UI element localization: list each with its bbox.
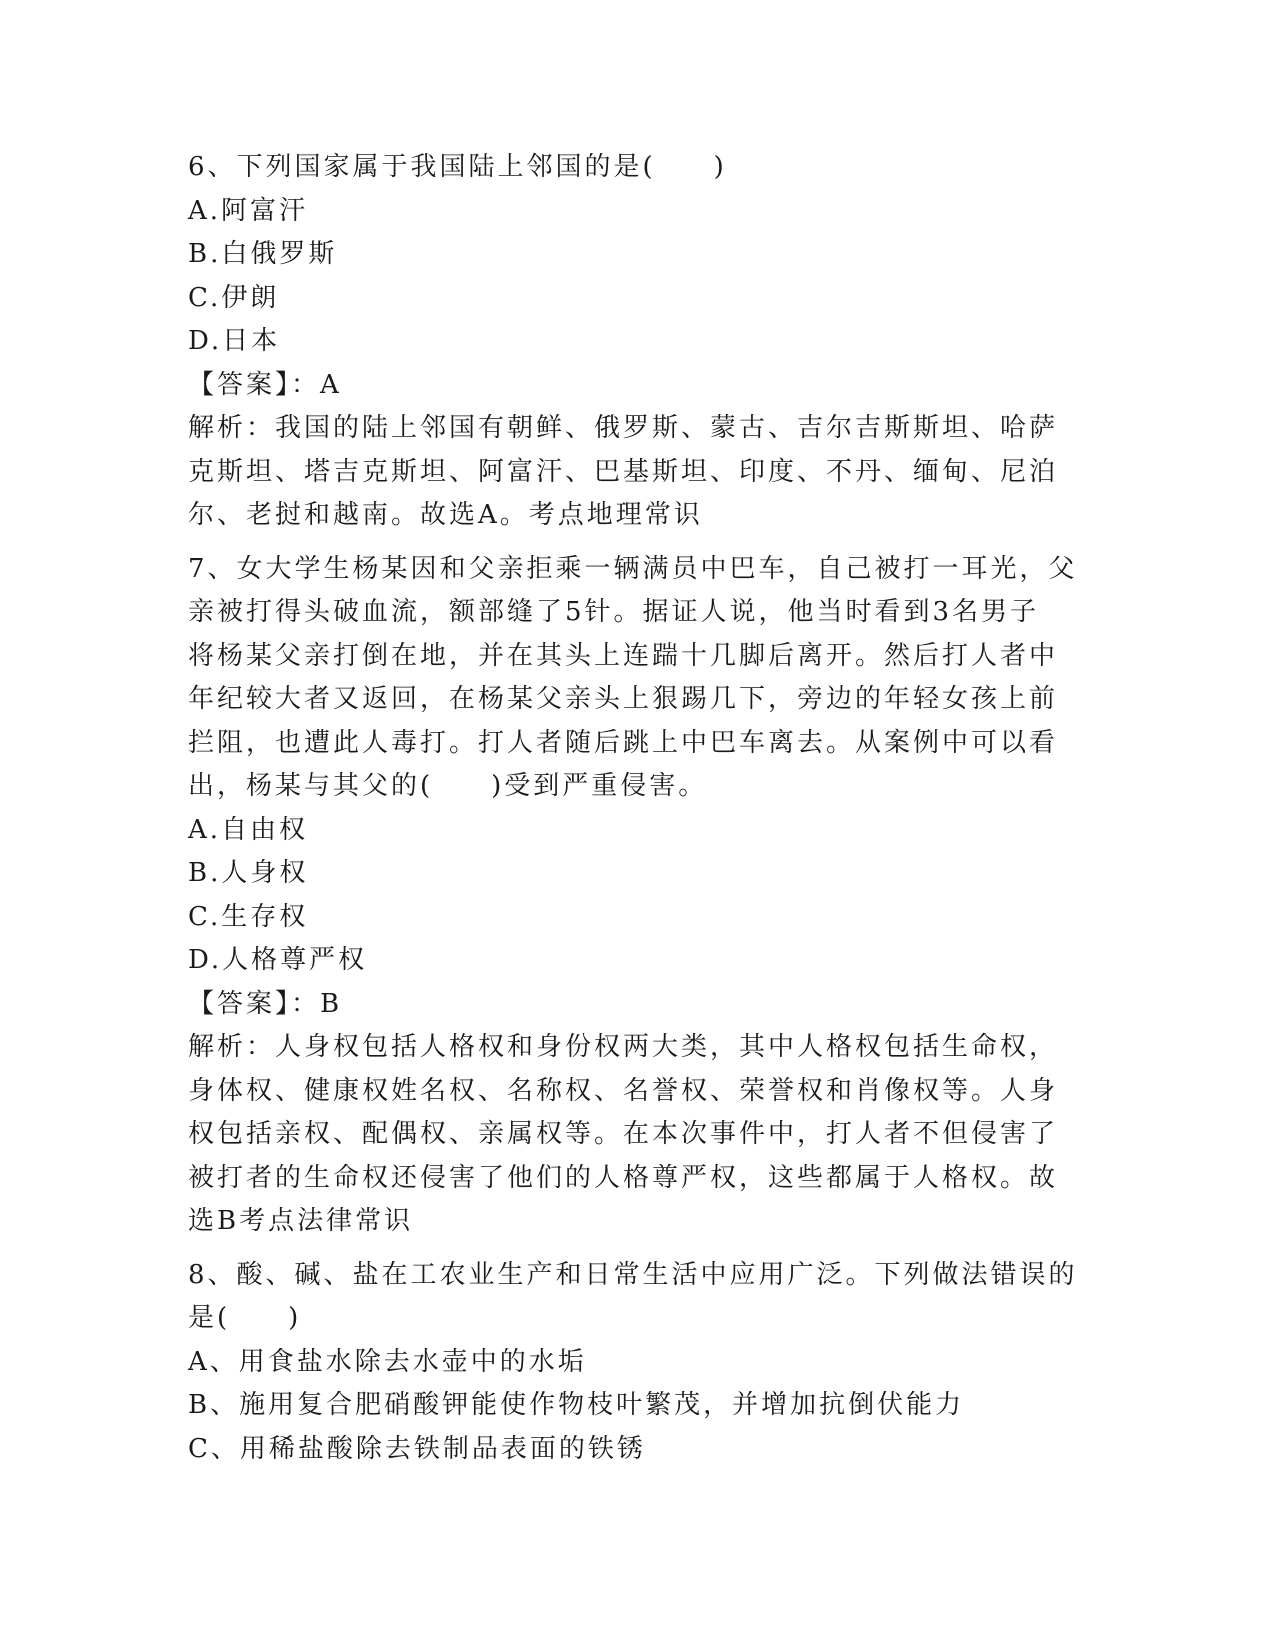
question-stem: 是( ) <box>188 1303 302 1333</box>
question-stem: 将杨某父亲打倒在地，并在其头上连踹十几脚后离开。然后打人者中 <box>188 640 1059 671</box>
option-b: B、施用复合肥硝酸钾能使作物枝叶繁茂，并增加抗倒伏能力 <box>188 1390 965 1420</box>
option-d: D.日本 <box>188 326 281 356</box>
option-c: C.生存权 <box>188 901 309 932</box>
option-a: A.自由权 <box>188 814 309 845</box>
question-spacer <box>188 538 1088 548</box>
option-b: B.人身权 <box>188 858 309 888</box>
question-6 <box>188 146 1088 538</box>
answer: 【答案】：A <box>188 369 342 400</box>
question-spacer <box>188 1244 1088 1254</box>
explanation-line: 权包括亲权、配偶权、亲属权等。在本次事件中，打人者不但侵害了 <box>188 1119 1059 1149</box>
question-stem: 拦阻，也遭此人毒打。打人者随后跳上中巴车离去。从案例中可以看 <box>188 727 1059 758</box>
question-stem: 7、女大学生杨某因和父亲拒乘一辆满员中巴车，自己被打一耳光，父 <box>188 553 1078 584</box>
question-stem: 出，杨某与其父的( )受到严重侵害。 <box>188 771 708 801</box>
explanation-line: 被打者的生命权还侵害了他们的人格尊严权，这些都属于人格权。故 <box>188 1162 1059 1193</box>
question-stem: 年纪较大者又返回，在杨某父亲头上狠踢几下，旁边的年轻女孩上前 <box>188 684 1059 714</box>
question-7 <box>188 548 1088 1244</box>
explanation-line: 选B考点法律常识 <box>188 1206 414 1236</box>
question-stem: 亲被打得头破血流，额部缝了5针。据证人说，他当时看到3名男子 <box>188 597 1040 627</box>
option-a: A.阿富汗 <box>188 195 309 226</box>
question-stem: 8、酸、碱、盐在工农业生产和日常生活中应用广泛。下列做法错误的 <box>188 1259 1078 1290</box>
option-d: D.人格尊严权 <box>188 945 368 975</box>
explanation-line: 身体权、健康权姓名权、名称权、名誉权、荣誉权和肖像权等。人身 <box>188 1075 1059 1106</box>
option-c: C.伊朗 <box>188 282 280 313</box>
answer: 【答案】：B <box>188 988 343 1019</box>
option-a: A、用食盐水除去水壶中的水垢 <box>188 1346 587 1377</box>
explanation-line: 解析：我国的陆上邻国有朝鲜、俄罗斯、蒙古、吉尔吉斯斯坦、哈萨 <box>188 413 1059 443</box>
explanation-line: 克斯坦、塔吉克斯坦、阿富汗、巴基斯坦、印度、不丹、缅甸、尼泊 <box>188 456 1059 487</box>
option-c: C、用稀盐酸除去铁制品表面的铁锈 <box>188 1433 646 1464</box>
question-list <box>188 146 1088 1471</box>
option-b: B.白俄罗斯 <box>188 239 338 269</box>
question-8 <box>188 1254 1088 1472</box>
question-stem: 6、下列国家属于我国陆上邻国的是( ) <box>188 152 727 182</box>
explanation-line: 解析：人身权包括人格权和身份权两大类，其中人格权包括生命权， <box>188 1032 1059 1062</box>
explanation-line: 尔、老挝和越南。故选A。考点地理常识 <box>188 500 703 530</box>
